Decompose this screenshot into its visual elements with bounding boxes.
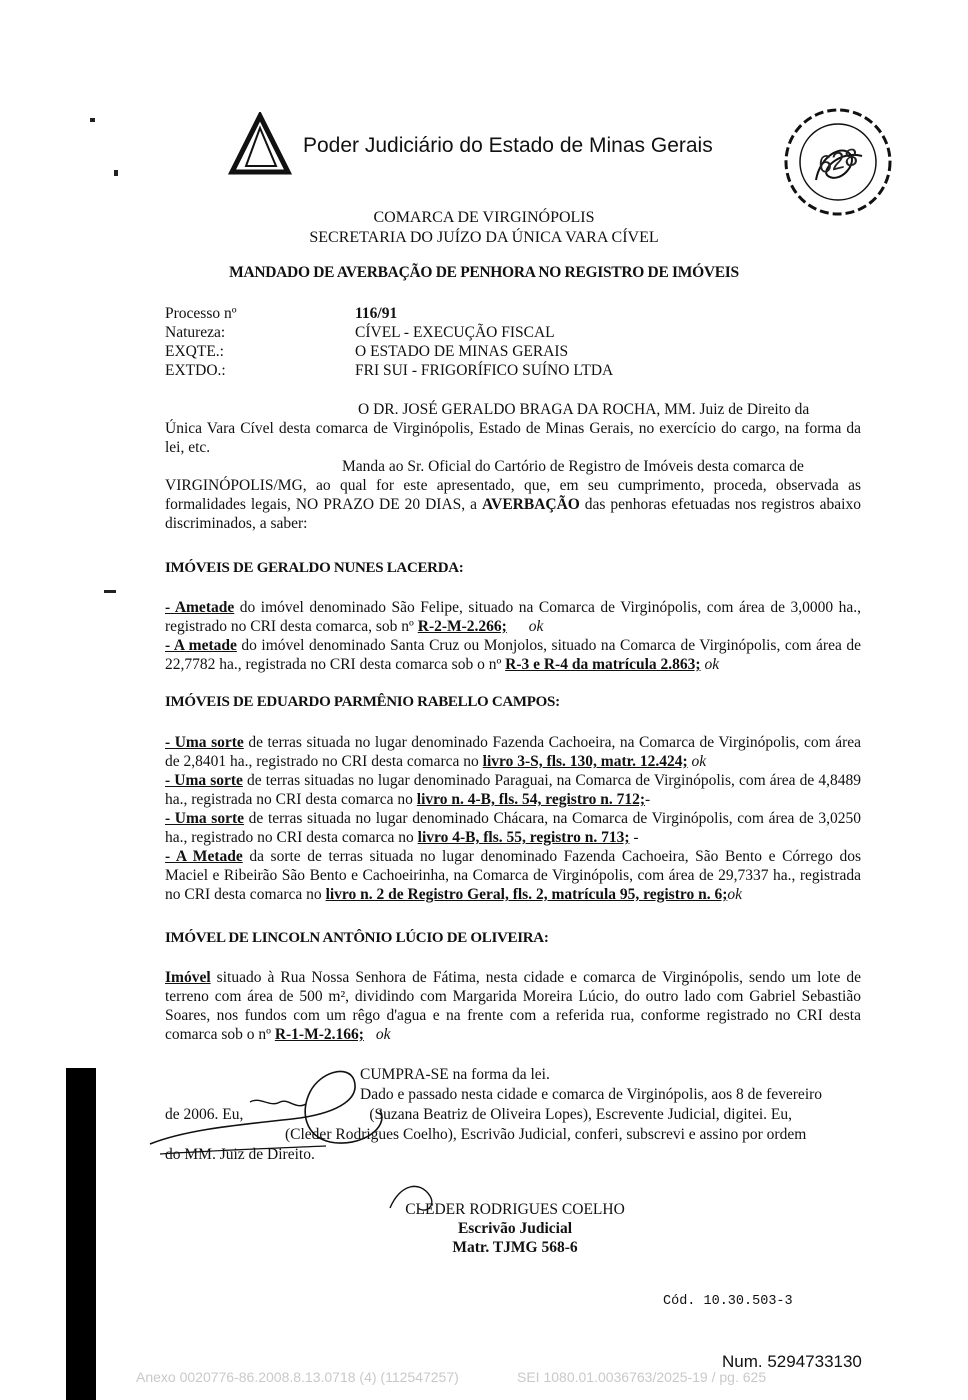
check-mark: - xyxy=(645,791,651,808)
item-lead: - A metade xyxy=(165,637,237,654)
closing-de: de 2006. Eu, xyxy=(165,1106,244,1123)
property-item xyxy=(165,598,861,636)
cumpra-se-line: CUMPRA-SE na forma da lei. xyxy=(360,1066,550,1083)
judiciary-triangle-logo xyxy=(228,112,292,176)
signatory-role: Escrivão Judicial xyxy=(457,1220,573,1237)
section2-items xyxy=(165,733,861,904)
case-value: O ESTADO DE MINAS GERAIS xyxy=(355,343,569,360)
item-text: de terras situada no lugar denominado Chácara, na Comarca de Virginópolis, com área de 3,0250 ha., registrado no CRI desta comarca no xyxy=(165,810,861,846)
case-label: Natureza: xyxy=(165,324,226,341)
item-text: do imóvel denominado Santa Cruz ou Monjolos, situado na Comarca de Virginópolis, com área de 22,7782 ha., registrada no CRI desta comarca sob o nº xyxy=(165,637,861,673)
property-item xyxy=(165,636,861,674)
check-mark: - xyxy=(633,829,639,846)
registry-ref: R-2-M-2.266; xyxy=(417,618,507,635)
case-row xyxy=(165,342,725,361)
intro-p2-body xyxy=(165,476,861,533)
case-label: Processo nº xyxy=(165,305,237,322)
footer-annex: Anexo 0020776-86.2008.8.13.0718 (4) (112547257) xyxy=(136,1369,459,1385)
case-label: EXQTE.: xyxy=(165,343,224,360)
item-lead: - A Metade xyxy=(165,848,243,865)
signatory-registration: Matr. TJMG 568-6 xyxy=(452,1239,578,1256)
case-value: FRI SUI - FRIGORÍFICO SUÍNO LTDA xyxy=(355,362,614,379)
document-title: MANDADO DE AVERBAÇÃO DE PENHORA NO REGISTRO DE IMÓVEIS xyxy=(229,264,739,281)
signature-scribble xyxy=(380,1170,500,1220)
secretaria-title: SECRETARIA DO JUÍZO DA ÚNICA VARA CÍVEL xyxy=(309,229,659,246)
closing-line-4: (Cleder Rodrigues Coelho), Escrivão Judicial, conferi, subscrevi e assino por ordem xyxy=(285,1126,807,1143)
section1-items xyxy=(165,598,861,674)
check-mark: ok xyxy=(375,1026,391,1043)
case-value: 116/91 xyxy=(355,305,398,322)
closing-line-5: do MM. Juiz de Direito. xyxy=(165,1146,315,1163)
document-number: Num. 5294733130 xyxy=(722,1352,862,1371)
intro-paragraph-2 xyxy=(165,457,861,533)
property-item xyxy=(165,809,861,847)
item-lead: - Uma sorte xyxy=(165,810,245,827)
case-info xyxy=(165,304,725,380)
case-row xyxy=(165,361,725,380)
intro-p1-rest: Única Vara Cível desta comarca de Virginópolis, Estado de Minas Gerais, no exercício do cargo, na forma da lei, etc. xyxy=(165,420,861,456)
item-lead: - Uma sorte xyxy=(165,734,244,751)
registry-ref: livro n. 4-B, fls. 54, registro n. 712; xyxy=(416,791,645,808)
intro-p2-first-line: Manda ao Sr. Oficial do Cartório de Registro de Imóveis desta comarca de xyxy=(342,458,804,475)
registry-ref: livro n. 2 de Registro Geral, fls. 2, matrícula 95, registro n. 6; xyxy=(325,886,728,903)
scan-speck xyxy=(114,170,118,176)
intro-p2-bold: AVERBAÇÃO xyxy=(481,496,580,513)
registry-ref: livro 4-B, fls. 55, registro n. 713; xyxy=(417,829,630,846)
registry-ref: livro 3-S, fls. 130, matr. 12.424; xyxy=(482,753,688,770)
item-text: situado à Rua Nossa Senhora de Fátima, nesta cidade e comarca de Virginópolis, sendo um lote de terreno com área de 500 m², dividindo com Margarida Moreira Lúcio, do outro lado com Gabriel Sebastião Soares, nos fundos com um rêgo d'agua e na frente com a referida rua, conforme registrado no CRI desta comarca sob o nº xyxy=(165,969,861,1043)
item-text: da sorte de terras situada no lugar denominado Fazenda Cachoeira, São Bento e Córrego dos Maciel e Ribeirão São Bento e Cachoeirinha, na Comarca de Virginópolis, com área de 29,7337 ha., registrada no CRI desta comarca no xyxy=(165,848,861,903)
property-item xyxy=(165,771,861,809)
scan-speck xyxy=(90,118,95,122)
check-mark: ok xyxy=(704,656,720,673)
stamp-number: 628 xyxy=(815,143,861,180)
intro-p2-text-a: VIRGINÓPOLIS/MG, ao qual for este apresentado, que, em seu cumprimento, proceda, observada as formalidades legais, NO PRAZO DE 20 DIAS, a xyxy=(165,477,861,513)
registry-ref: R-3 e R-4 da matrícula 2.863; xyxy=(505,656,701,673)
institution-name: Poder Judiciário do Estado de Minas Gerais xyxy=(303,134,713,157)
closing-suzana: (Suzana Beatriz de Oliveira Lopes), Escrevente Judicial, digitei. Eu, xyxy=(369,1106,793,1123)
case-row xyxy=(165,304,725,323)
item-lead: - Ametade xyxy=(165,599,235,616)
check-mark: ok xyxy=(727,886,743,903)
comarca-title: COMARCA DE VIRGINÓPOLIS xyxy=(373,209,595,226)
registry-ref: R-1-M-2.166; xyxy=(274,1026,364,1043)
document-code: Cód. 10.30.503-3 xyxy=(663,1294,793,1309)
case-label: EXTDO.: xyxy=(165,362,226,379)
intro-p2-text-b: das penhoras efetuadas nos registros abaixo discriminados, a saber: xyxy=(165,496,861,532)
section-title-lincoln: IMÓVEL DE LINCOLN ANTÔNIO LÚCIO DE OLIVEIRA: xyxy=(165,930,549,946)
dado-line: Dado e passado nesta cidade e comarca de Virginópolis, aos 8 de fevereiro xyxy=(360,1086,823,1103)
item-lead: - Uma sorte xyxy=(165,772,243,789)
item-text: do imóvel denominado São Felipe, situado na Comarca de Virginópolis, com área de 3,0000 ha., registrado no CRI desta comarca, sob nº xyxy=(165,599,862,635)
property-item xyxy=(165,847,861,904)
item-text: de terras situada no lugar denominado Fazenda Cachoeira, na Comarca de Virginópolis, com área de 2,8401 ha., registrado no CRI desta comarca no xyxy=(165,734,861,770)
check-mark: ok xyxy=(528,618,544,635)
signatory-name: CLEDER RODRIGUES COELHO xyxy=(405,1201,625,1218)
footer-sei: SEI 1080.01.0036763/2025-19 / pg. 625 xyxy=(517,1369,767,1385)
section-title-eduardo: IMÓVEIS DE EDUARDO PARMÊNIO RABELLO CAMPOS: xyxy=(165,694,560,710)
scan-black-bar xyxy=(66,1068,96,1400)
item-lead: Imóvel xyxy=(165,969,211,986)
section-title-geraldo: IMÓVEIS DE GERALDO NUNES LACERDA: xyxy=(165,560,464,576)
intro-paragraph-1 xyxy=(165,400,861,457)
check-mark: ok xyxy=(691,753,707,770)
case-value: CÍVEL - EXECUÇÃO FISCAL xyxy=(355,324,555,341)
case-row xyxy=(165,323,725,342)
property-item xyxy=(165,733,861,771)
handwritten-signature xyxy=(130,1058,460,1168)
item-text: de terras situadas no lugar denominado Paraguai, na Comarca de Virginópolis, com área de 4,8489 ha., registrada no CRI desta comarca no xyxy=(165,772,861,808)
intro-p1-first-line: O DR. JOSÉ GERALDO BRAGA DA ROCHA, MM. Juiz de Direito da xyxy=(358,401,810,418)
section3-item xyxy=(165,968,861,1044)
scan-speck xyxy=(104,590,116,593)
